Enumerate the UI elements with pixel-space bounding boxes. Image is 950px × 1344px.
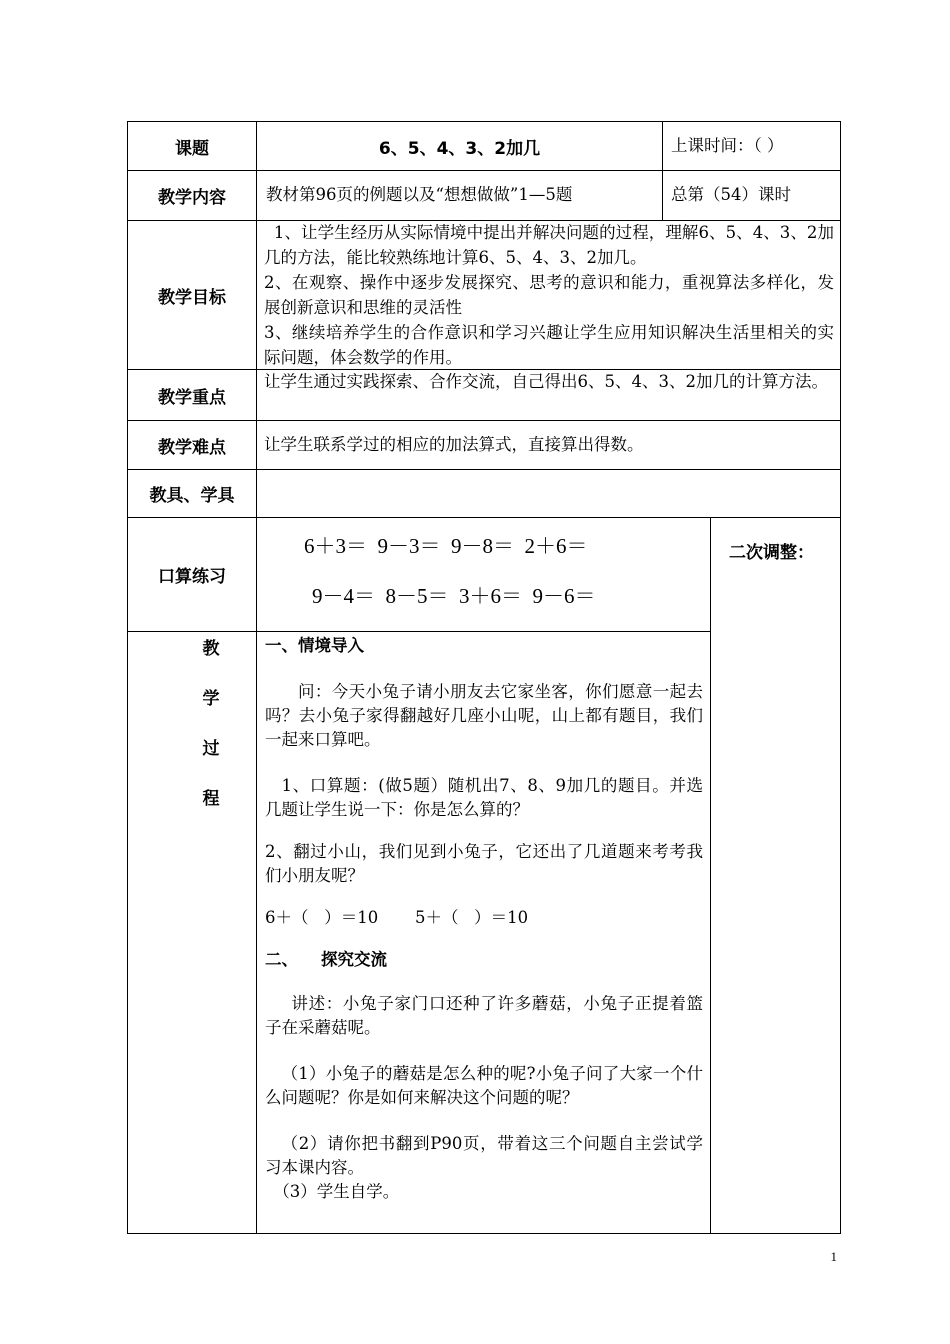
column-divider [710, 517, 711, 1234]
class-time-label: 上课时间：（ ） [671, 136, 784, 155]
column-divider [662, 121, 663, 220]
oral-practice-row-2: 9－4＝ 8－5＝ 3＋6＝ 9－6＝ [312, 584, 596, 608]
column-divider [256, 121, 257, 1234]
paragraph: 讲述：小兔子家门口还种了许多蘑菇，小兔子正提着篮子在采蘑菇呢。 [265, 994, 703, 1037]
difficulty-label: 教学难点 [158, 437, 226, 458]
page-number: 1 [830, 1249, 837, 1264]
topic-label: 课题 [175, 138, 209, 159]
key-point-value: 让学生通过实践探索、合作交流，自己得出6、5、4、3、2加几的计算方法。 [264, 372, 828, 391]
process-label-char: 过 [202, 739, 220, 759]
process-content [265, 634, 703, 1204]
content-value: 教材第96页的例题以及“想想做做”1—5题 [266, 185, 573, 204]
section-title: 二、 探究交流 [265, 950, 387, 969]
oral-practice-row-1: 6＋3＝ 9－3＝ 9－8＝ 2＋6＝ [304, 534, 588, 558]
paragraph: 2、翻过小山，我们见到小兔子，它还出了几道题来考考我们小朋友呢？ [265, 842, 703, 885]
paragraph: 问：今天小兔子请小朋友去它家坐客，你们愿意一起去吗？去小兔子家得翻越好几座小山呢，山上都有题目，我们一起来口算吧。 [265, 682, 703, 749]
process-label-char: 学 [202, 689, 220, 709]
goals-label: 教学目标 [158, 287, 226, 308]
paragraph: 1、口算题：(做5题）随机出7、8、9加几的题目。并选几题让学生说一下：你是怎么算的？ [265, 776, 703, 819]
key-point-label: 教学重点 [158, 387, 226, 408]
section-title: 一、情境导入 [265, 636, 364, 655]
second-adjustment-label: 二次调整： [729, 543, 814, 563]
total-lessons-label: 总第（54）课时 [671, 185, 791, 204]
goal-item: 1、让学生经历从实际情境中提出并解决问题的过程，理解6、5、4、3、2加几的方法，能比较熟练地计算6、5、4、3、2加几。 [264, 223, 834, 267]
goal-item: 3、继续培养学生的合作意识和学习兴趣让学生应用知识解决生活里相关的实际问题，体会数学的作用。 [264, 323, 834, 367]
table-border-bottom [127, 1233, 841, 1234]
goal-item: 2、在观察、操作中逐步发展探究、思考的意识和能力，重视算法多样化，发展创新意识和思维的灵活性 [264, 273, 834, 317]
paragraph: （1）小兔子的蘑菇是怎么种的呢?小兔子问了大家一个什么问题呢？你是如何来解决这个问题的呢？ [265, 1064, 703, 1107]
row-divider [127, 631, 711, 632]
tools-label: 教具、学具 [149, 486, 235, 506]
content-label: 教学内容 [158, 188, 226, 208]
topic-value: 6、5、4、3、2加几 [378, 138, 541, 159]
oral-practice-label: 口算练习 [158, 567, 226, 587]
goals-list [264, 220, 834, 370]
paragraph: （2）请你把书翻到P90页，带着这三个问题自主尝试学习本课内容。 [265, 1134, 703, 1177]
table-border-right [840, 121, 841, 1234]
paragraph: （3）学生自学。 [273, 1182, 400, 1201]
fill-blank-equations: 6＋（ ）＝10 5＋（ ）＝10 [265, 908, 529, 927]
difficulty-value: 让学生联系学过的相应的加法算式，直接算出得数。 [264, 435, 644, 454]
process-label-char: 教 [202, 639, 220, 659]
process-label-char: 程 [202, 789, 220, 809]
